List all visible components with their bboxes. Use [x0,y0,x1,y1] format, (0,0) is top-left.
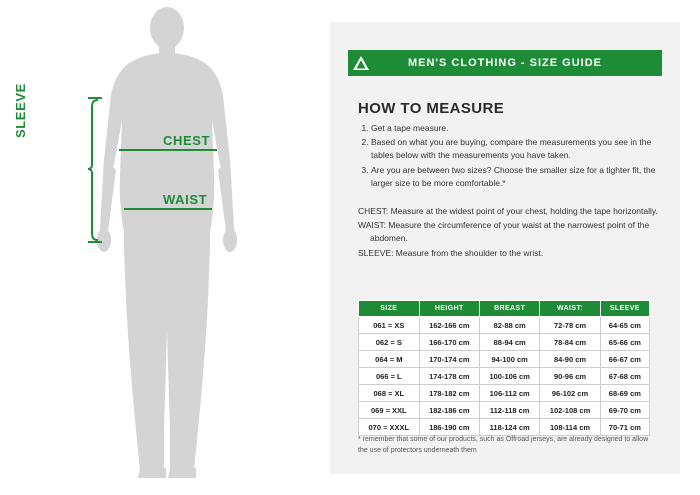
cell-height: 186-190 cm [419,419,479,436]
column-header-breast: BREAST [479,301,539,317]
table-row [359,385,650,402]
size-guide-header [348,50,662,76]
definition-waist: WAIST: Measure the circumference of your waist at the narrowest point of the abdomen. [358,220,650,244]
cell-sleeve: 65-66 cm [600,334,649,351]
cell-breast: 106-112 cm [479,385,539,402]
definition-chest: CHEST: Measure at the widest point of your chest, holding the tape horizontally. [358,206,658,216]
cell-height: 166-170 cm [419,334,479,351]
cell-waist: 96-102 cm [540,385,600,402]
cell-height: 162-166 cm [419,317,479,334]
sleeve-label: SLEEVE [13,83,28,138]
list-item: 2. Based on what you are buying, compare the measurements you see in the tables below with the measurements you have taken. [371,136,658,162]
cell-breast: 88-94 cm [479,334,539,351]
cell-size: 064 = M [359,351,420,368]
table-row [359,334,650,351]
cell-size: 061 = XS [359,317,420,334]
table-row [359,368,650,385]
column-header-height: HEIGHT [419,301,479,317]
table-header-row [359,301,650,317]
cell-height: 170-174 cm [419,351,479,368]
waist-label: WAIST [163,192,208,207]
how-to-measure-steps [358,122,658,191]
cell-size: 069 = XXL [359,402,420,419]
cell-size: 062 = S [359,334,420,351]
table-row [359,317,650,334]
list-item: 3. Are you are between two sizes? Choose the smaller size for a tighter fit, the larger size to be more comfortable.* [371,164,658,190]
column-header-sleeve: SLEEVE [600,301,649,317]
cell-waist: 108-114 cm [540,419,600,436]
cell-breast: 118-124 cm [479,419,539,436]
definition-sleeve: SLEEVE: Measure from the shoulder to the wrist. [358,247,544,258]
cell-sleeve: 68-69 cm [600,385,649,402]
table-row [359,351,650,368]
cell-height: 182-186 cm [419,402,479,419]
cell-breast: 100-106 cm [479,368,539,385]
body-figure-panel [0,0,330,495]
cell-size: 070 = XXXL [359,419,420,436]
body-silhouette-icon [0,0,330,495]
cell-size: 068 = XL [359,385,420,402]
list-item: 1. Get a tape measure. [371,122,658,135]
table-row [359,419,650,436]
column-header-size: SIZE [359,301,420,317]
cell-waist: 72-78 cm [540,317,600,334]
cell-waist: 102-108 cm [540,402,600,419]
cell-breast: 94-100 cm [479,351,539,368]
cell-breast: 82-88 cm [479,317,539,334]
sleeve-measure-bracket [88,100,98,240]
triangle-logo-icon [348,50,374,76]
cell-height: 174-178 cm [419,368,479,385]
cell-waist: 90-96 cm [540,368,600,385]
cell-waist: 78-84 cm [540,334,600,351]
cell-sleeve: 66-67 cm [600,351,649,368]
chest-label: CHEST [163,133,211,148]
cell-breast: 112-118 cm [479,402,539,419]
column-header-waist: WAIST: [540,301,600,317]
size-table [358,300,650,436]
cell-sleeve: 64-65 cm [600,317,649,334]
cell-waist: 84-90 cm [540,351,600,368]
size-guide-panel [330,22,680,474]
cell-size: 066 = L [359,368,420,385]
cell-sleeve: 70-71 cm [600,419,649,436]
how-to-measure-heading: HOW TO MEASURE [358,100,505,117]
cell-sleeve: 69-70 cm [600,402,649,419]
footnote: * remember that some of our products, such as Offroad jerseys, are already designed to allow the use of protectors underneath them [358,436,649,455]
table-row [359,402,650,419]
cell-height: 178-182 cm [419,385,479,402]
measurement-definitions [358,205,662,261]
cell-sleeve: 67-68 cm [600,368,649,385]
size-guide-title: MEN'S CLOTHING - SIZE GUIDE [407,57,602,69]
